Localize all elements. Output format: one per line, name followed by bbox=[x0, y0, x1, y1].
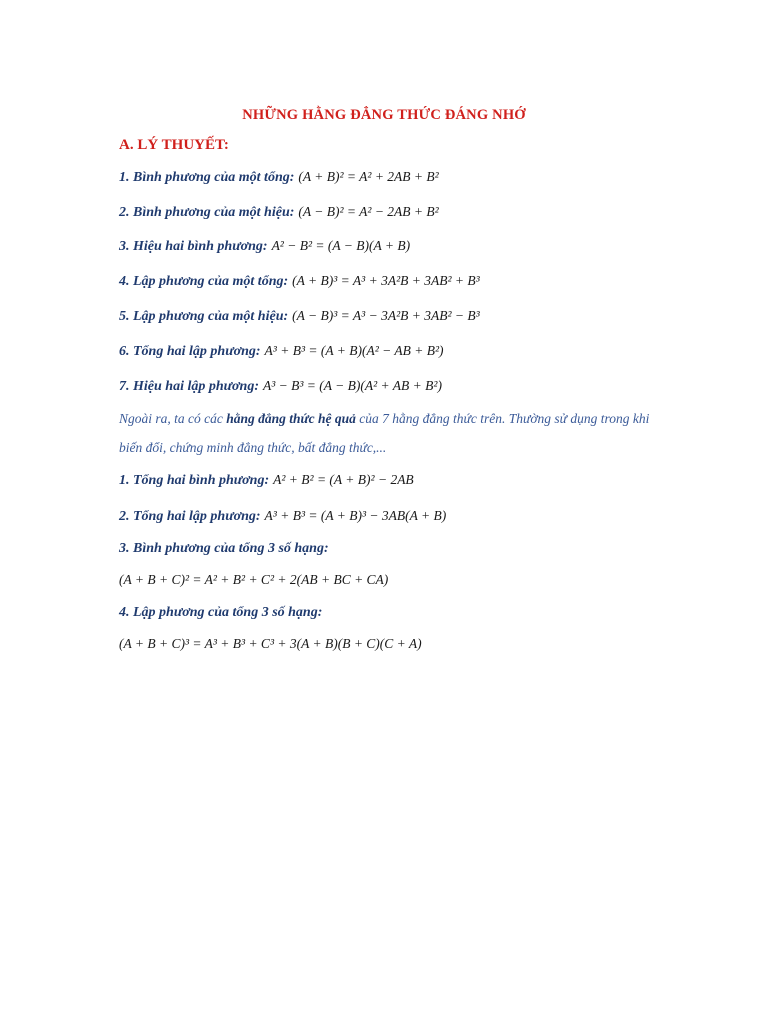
page-title: NHỮNG HẰNG ĐẲNG THỨC ĐÁNG NHỚ bbox=[242, 107, 526, 123]
note-line-1 bbox=[119, 411, 679, 427]
identity-formula: A³ − B³ = (A − B)(A² + AB + B²) bbox=[262, 378, 442, 393]
identity-5 bbox=[119, 306, 480, 327]
identity-7 bbox=[119, 376, 442, 397]
note-emphasis: hằng đẳng thức hệ quả bbox=[226, 411, 356, 426]
note-line-2: biến đổi, chứng minh đẳng thức, bất đẳng thức,... bbox=[119, 440, 387, 455]
corollary-formula: A³ + B³ = (A + B)³ − 3AB(A + B) bbox=[264, 508, 447, 523]
corollary-label: 3. Bình phương của tổng 3 số hạng: bbox=[119, 541, 329, 556]
identity-formula: (A + B)³ = A³ + 3A²B + 3AB² + B³ bbox=[292, 273, 480, 288]
identity-formula: (A − B)² = A² − 2AB + B² bbox=[298, 204, 439, 219]
identity-label: 1. Bình phương của một tổng: bbox=[119, 170, 295, 185]
corollary-formula: (A + B + C)² = A² + B² + C² + 2(AB + BC + CA) bbox=[119, 572, 389, 587]
identity-6 bbox=[119, 341, 444, 362]
identity-formula: A³ + B³ = (A + B)(A² − AB + B²) bbox=[264, 343, 444, 358]
identity-formula: A² − B² = (A − B)(A + B) bbox=[271, 238, 411, 253]
corollary-4-formula bbox=[119, 634, 422, 655]
corollary-label: 1. Tổng hai bình phương: bbox=[119, 473, 270, 488]
corollary-label: 4. Lập phương của tổng 3 số hạng: bbox=[119, 605, 323, 620]
corollary-formula: A² + B² = (A + B)² − 2AB bbox=[273, 472, 414, 487]
identity-formula: (A + B)² = A² + 2AB + B² bbox=[298, 169, 439, 184]
corollary-2 bbox=[119, 506, 446, 527]
corollary-label: 2. Tổng hai lập phương: bbox=[119, 509, 261, 524]
identity-1 bbox=[119, 167, 439, 188]
note-text: của 7 hằng đẳng thức trên. Thường sử dụng trong khi bbox=[355, 411, 650, 426]
identity-2 bbox=[119, 202, 439, 223]
corollary-3-formula bbox=[119, 570, 388, 591]
corollary-1 bbox=[119, 470, 414, 491]
identity-4 bbox=[119, 271, 480, 292]
identity-label: 7. Hiệu hai lập phương: bbox=[119, 379, 259, 394]
identity-label: 2. Bình phương của một hiệu: bbox=[119, 205, 295, 220]
corollary-formula: (A + B + C)³ = A³ + B³ + C³ + 3(A + B)(B + C)(C + A) bbox=[119, 636, 422, 651]
identity-formula: (A − B)³ = A³ − 3A²B + 3AB² − B³ bbox=[292, 308, 480, 323]
corollary-3-label bbox=[119, 539, 329, 559]
note-text: Ngoài ra, ta có các bbox=[119, 411, 227, 426]
identity-label: 3. Hiệu hai bình phương: bbox=[119, 239, 268, 254]
corollary-4-label bbox=[119, 603, 322, 623]
section-heading: A. LÝ THUYẾT: bbox=[119, 137, 229, 153]
identity-label: 5. Lập phương của một hiệu: bbox=[119, 309, 289, 324]
identity-label: 6. Tổng hai lập phương: bbox=[119, 344, 261, 359]
identity-label: 4. Lập phương của một tổng: bbox=[119, 274, 289, 289]
identity-3 bbox=[119, 236, 410, 257]
